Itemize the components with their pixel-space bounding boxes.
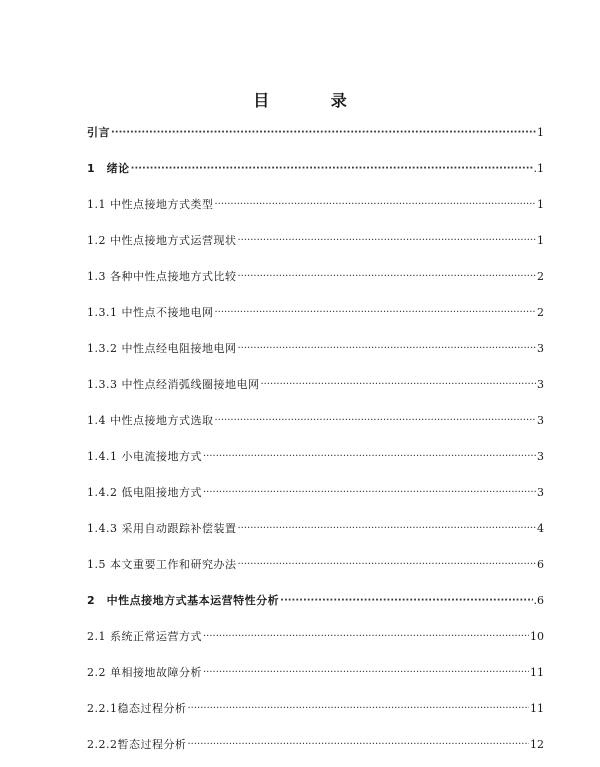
dot-leader: [238, 341, 537, 357]
toc-entry-1-4-2[interactable]: [87, 485, 544, 501]
toc-entry-2-2[interactable]: [87, 665, 544, 681]
toc-entry-1-3-1[interactable]: [87, 305, 544, 321]
dot-leader: [238, 557, 537, 573]
toc-page-number: 10: [530, 630, 544, 643]
toc-entry-1-1[interactable]: [87, 197, 544, 213]
toc-entry-text: 2.1 系统正常运营方式: [87, 630, 202, 643]
toc-page-number: 11: [530, 666, 544, 679]
toc-entry-text: 1.3.3 中性点经消弧线圈接地电网: [87, 378, 260, 391]
dot-leader: [203, 485, 536, 501]
dot-leader: [188, 737, 530, 753]
dot-leader: [188, 701, 530, 717]
toc-entry-1-4-1[interactable]: [87, 449, 544, 465]
toc-page-number: 2: [537, 270, 544, 283]
toc-entry-text: 1.4 中性点接地方式选取: [87, 414, 214, 427]
toc-entry-text: 2.2 单相接地故障分析: [87, 666, 202, 679]
toc-page-number: 1: [537, 126, 544, 139]
toc-entry-1-2[interactable]: [87, 233, 544, 249]
toc-page-number: 12: [530, 738, 544, 751]
toc-entry-text: 1.3.2 中性点经电阻接地电网: [87, 342, 237, 355]
dot-leader: [215, 305, 537, 321]
toc-page-number: 11: [530, 702, 544, 715]
toc-entry-1-5[interactable]: [87, 557, 544, 573]
toc-entry-chapter-1[interactable]: [87, 161, 544, 177]
dot-leader: [215, 197, 537, 213]
toc-entry-text: 1.3 各种中性点接地方式比较: [87, 270, 237, 283]
dot-leader: [280, 593, 532, 609]
toc-page-number: 2: [537, 306, 544, 319]
toc-entry-text: 1.2 中性点接地方式运营现状: [87, 234, 237, 247]
toc-page-number: 3: [537, 378, 544, 391]
toc-entry-text: 1.3.1 中性点不接地电网: [87, 306, 214, 319]
toc-entry-text: 引言: [87, 126, 110, 139]
toc-page-number: 1: [537, 234, 544, 247]
toc-entry-text: 1.1 中性点接地方式类型: [87, 198, 214, 211]
toc-page-number: .1: [533, 162, 544, 175]
toc-entry-2-2-2[interactable]: [87, 737, 544, 753]
toc-entry-chapter-2[interactable]: [87, 593, 544, 609]
toc-title: 目 录: [253, 91, 375, 110]
toc-page-number: 6: [537, 558, 544, 571]
toc-page-number: 3: [537, 486, 544, 499]
dot-leader: [238, 269, 537, 285]
toc-page-number: 3: [537, 450, 544, 463]
toc-entry-text: 1.4.3 采用自动跟踪补偿装置: [87, 522, 237, 535]
dot-leader: [215, 413, 537, 429]
toc-page-number: 4: [537, 522, 544, 535]
toc-entry-text: 1 绪论: [87, 162, 130, 175]
dot-leader: [203, 449, 536, 465]
toc-entry-text: 1.4.2 低电阻接地方式: [87, 486, 202, 499]
toc-entry-text: 2 中性点接地方式基本运营特性分析: [87, 594, 280, 607]
dot-leader: [261, 377, 537, 393]
dot-leader: [111, 125, 536, 141]
dot-leader: [238, 233, 537, 249]
toc-page-number: 3: [537, 414, 544, 427]
toc-entry-1-3-3[interactable]: [87, 377, 544, 393]
toc-entry-2-1[interactable]: [87, 629, 544, 645]
toc-entry-1-4[interactable]: [87, 413, 544, 429]
dot-leader: [203, 629, 529, 645]
toc-page-number: 3: [537, 342, 544, 355]
toc-page-number: .6: [533, 594, 544, 607]
toc-entry-intro[interactable]: [87, 125, 544, 141]
toc-entry-text: 1.5 本文重要工作和研究办法: [87, 558, 237, 571]
toc-entry-2-2-1[interactable]: [87, 701, 544, 717]
toc-page-number: 1: [537, 198, 544, 211]
dot-leader: [238, 521, 537, 537]
toc-entry-text: 2.2.2暂态过程分析: [87, 738, 187, 751]
toc-entry-1-3[interactable]: [87, 269, 544, 285]
toc-entry-text: 2.2.1稳态过程分析: [87, 702, 187, 715]
toc-entry-1-3-2[interactable]: [87, 341, 544, 357]
toc-entry-text: 1.4.1 小电流接地方式: [87, 450, 202, 463]
dot-leader: [203, 665, 529, 681]
toc-entry-1-4-3[interactable]: [87, 521, 544, 537]
dot-leader: [131, 161, 533, 177]
